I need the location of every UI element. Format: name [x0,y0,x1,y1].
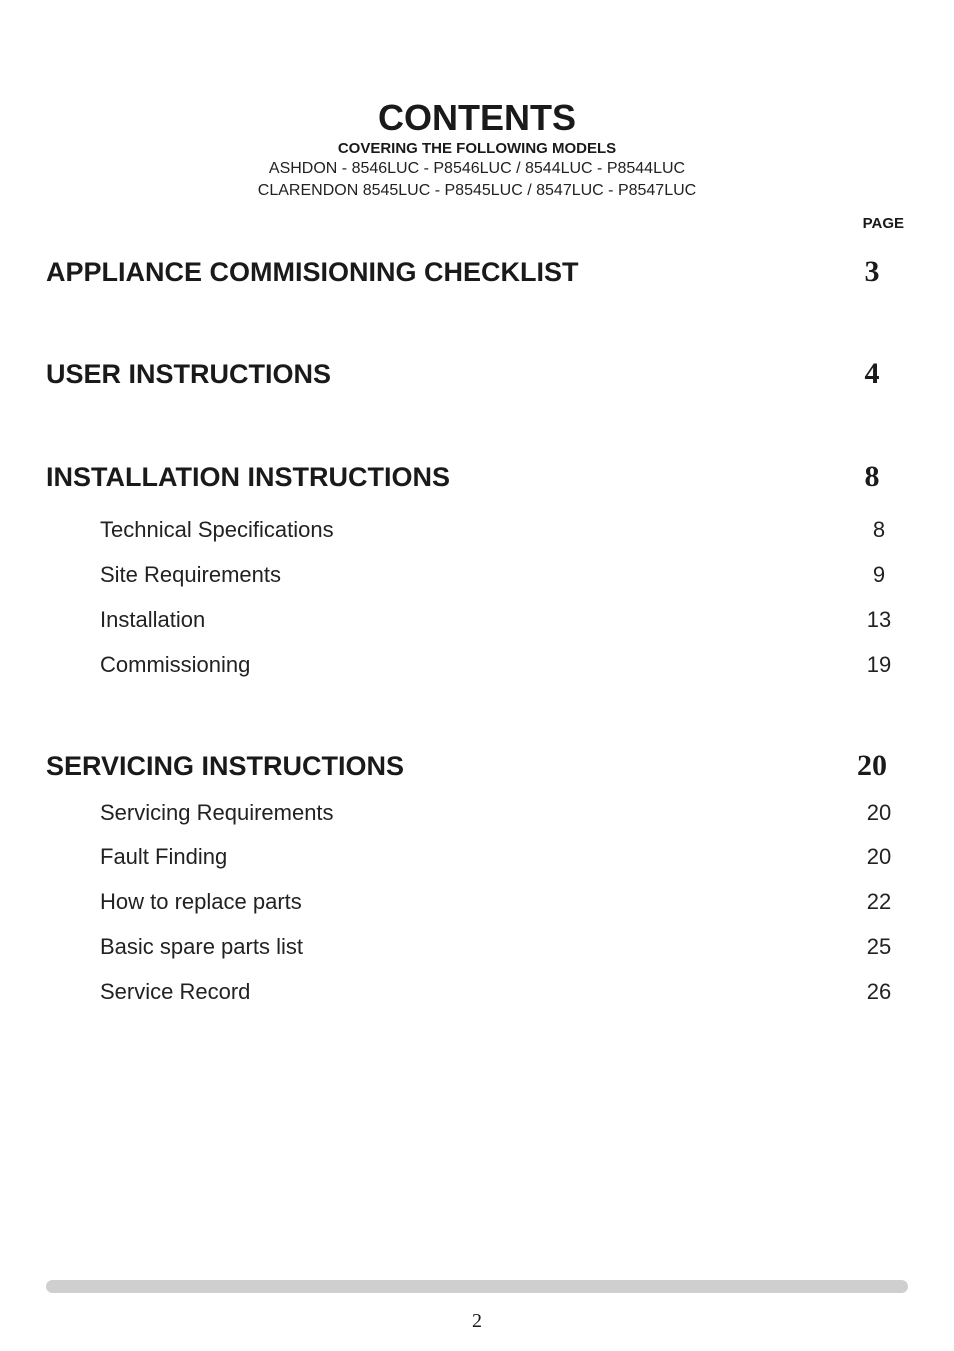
toc-section-user-instructions[interactable] [46,354,902,394]
toc-section-installation-instructions[interactable] [46,457,902,497]
toc-section-page: 3 [864,255,880,288]
toc-section-page: 4 [864,357,880,390]
toc-section-label: INSTALLATION INSTRUCTIONS [46,462,450,492]
toc-item-fault-finding[interactable] [100,842,902,872]
toc-item-page: 26 [866,979,892,1004]
toc-item-service-record[interactable] [100,977,902,1007]
toc-item-label: Site Requirements [100,562,281,587]
toc-item-site-requirements[interactable] [100,560,902,590]
toc-item-page: 9 [872,562,886,587]
toc-item-label: Servicing Requirements [100,800,334,825]
toc-item-label: Technical Specifications [100,517,334,542]
page-title: CONTENTS [378,97,576,138]
toc-section-label: APPLIANCE COMMISIONING CHECKLIST [46,257,579,287]
toc-item-page: 8 [872,517,886,542]
toc-item-label: Service Record [100,979,251,1004]
footer-divider [46,1280,908,1293]
toc-item-technical-specifications[interactable] [100,515,902,545]
models-line-clarendon: CLARENDON 8545LUC - P8545LUC / 8547LUC - P8547LUC [257,182,697,199]
toc-item-servicing-requirements[interactable] [100,798,902,828]
toc-item-label: How to replace parts [100,889,302,914]
toc-section-label: SERVICING INSTRUCTIONS [46,751,405,781]
footer-page-number: 2 [472,1310,482,1332]
toc-item-installation[interactable] [100,605,902,635]
toc-section-checklist[interactable] [46,252,902,292]
toc-item-page: 25 [866,934,892,959]
toc-item-page: 20 [866,844,892,869]
covering-subtitle: COVERING THE FOLLOWING MODELS [337,140,617,157]
toc-item-page: 19 [866,652,892,677]
toc-item-page: 22 [866,889,892,914]
toc-section-page: 8 [864,460,880,493]
toc-item-label: Basic spare parts list [100,934,303,959]
toc-section-servicing-instructions[interactable] [46,746,902,786]
toc-item-commissioning[interactable] [100,650,902,680]
toc-item-basic-spare-parts-list[interactable] [100,932,902,962]
toc-section-page: 20 [857,749,887,782]
page-column-label: PAGE [862,215,904,232]
toc-item-label: Fault Finding [100,844,228,869]
contents-header [0,96,954,202]
toc-item-page: 13 [866,607,892,632]
models-line-ashdon: ASHDON - 8546LUC - P8546LUC / 8544LUC - P8544LUC [268,160,686,177]
toc-item-label: Commissioning [100,652,251,677]
toc-section-label: USER INSTRUCTIONS [46,359,332,389]
toc-item-how-to-replace-parts[interactable] [100,887,902,917]
toc-item-page: 20 [866,800,892,825]
toc-item-label: Installation [100,607,206,632]
